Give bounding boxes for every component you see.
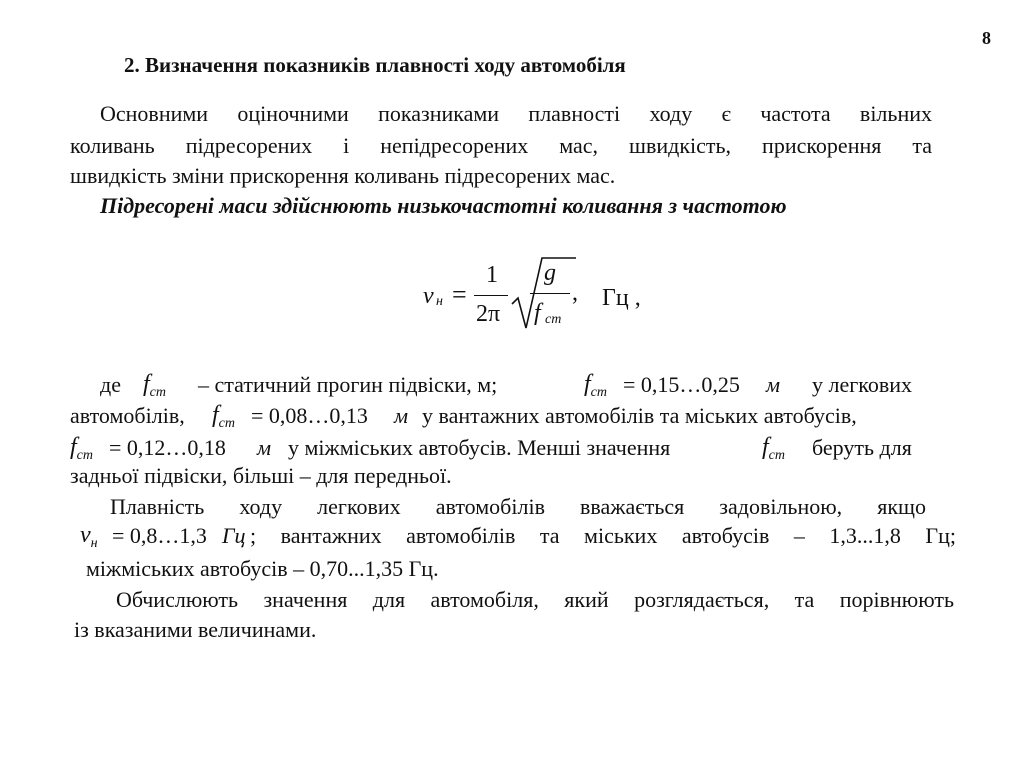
para1-line3: швидкість зміни прискорення коливань підресорених мас. (70, 163, 616, 188)
formula-denominator: 2π (476, 301, 501, 327)
formula-equals: = (452, 280, 467, 309)
f-st-3: $f_{ст}$ (212, 402, 235, 431)
f-st-2: $f_{ст}$ (584, 371, 607, 400)
formula-fraction-bar (474, 295, 508, 296)
para3-line3: міжміських автобусів – 0,70...1,35 Гц. (86, 556, 439, 581)
para2-de: де (100, 372, 121, 397)
para2-line1-text: – статичний прогин підвіски, м; (198, 372, 498, 397)
formula-nu: ν (423, 283, 434, 309)
formula-unit: Гц , (602, 285, 641, 311)
para2-line2-unit: м (394, 403, 409, 428)
f-st-4: $f_{ст}$ (70, 434, 93, 463)
formula-root-bar (530, 293, 570, 294)
para2-line3-unit: м (257, 435, 272, 460)
para3-line2-unit: Гц (222, 523, 246, 548)
para2-line3-text: у міжміських автобусів. Менші значення (288, 435, 671, 460)
formula-nu-sub: н (436, 294, 443, 309)
para2-line3-end: беруть для (812, 435, 912, 460)
para1-line1: Основними оціночними показниками плавності ходу є частота вільних (100, 101, 932, 126)
page-number: 8 (982, 28, 991, 48)
nu-h: $\nu_н$ (80, 522, 98, 551)
para1-line2: коливань підресорених і непідресорених мас, швидкість, прискорення та (70, 133, 932, 158)
f-st-5: $f_{ст}$ (762, 434, 785, 463)
para2-line2-end: у вантажних автомобілів та міських автобусів, (422, 403, 857, 428)
para3-line1: Плавність ходу легкових автомобілів вважається задовільною, якщо (110, 494, 926, 519)
para2-line1-value: = 0,15…0,25 (623, 372, 740, 397)
para2-line1-unit: м (766, 372, 781, 397)
para3-line2-rest: ; вантажних автомобілів та міських автобусів – 1,3...1,8 Гц; (250, 523, 956, 548)
emphasis-line: Підресорені маси здійснюють низькочастотні коливання з частотою (100, 193, 787, 218)
formula-root-f: f (534, 300, 541, 326)
para4-line1: Обчислюють значення для автомобіля, який розглядається, та порівнюють (116, 587, 954, 612)
section-heading: 2. Визначення показників плавності ходу автомобіля (124, 53, 626, 77)
para2-line2-value: = 0,08…0,13 (251, 403, 368, 428)
f-st-1: $f_{ст}$ (143, 371, 166, 400)
formula-root-numerator: g (544, 260, 556, 286)
para4-line2: із вказаними величинами. (74, 617, 317, 642)
formula-comma: , (572, 280, 578, 306)
para2-line4: задньої підвіски, більші – для передньої. (70, 463, 452, 488)
para2-line2-start: автомобілів, (70, 403, 185, 428)
para3-line2-value: = 0,8…1,3 (112, 523, 207, 548)
formula-root-f-sub: ст (545, 312, 562, 327)
para2-line1-end: у легкових (812, 372, 912, 397)
formula-numerator: 1 (486, 262, 498, 288)
para2-line3-value: = 0,12…0,18 (109, 435, 226, 460)
